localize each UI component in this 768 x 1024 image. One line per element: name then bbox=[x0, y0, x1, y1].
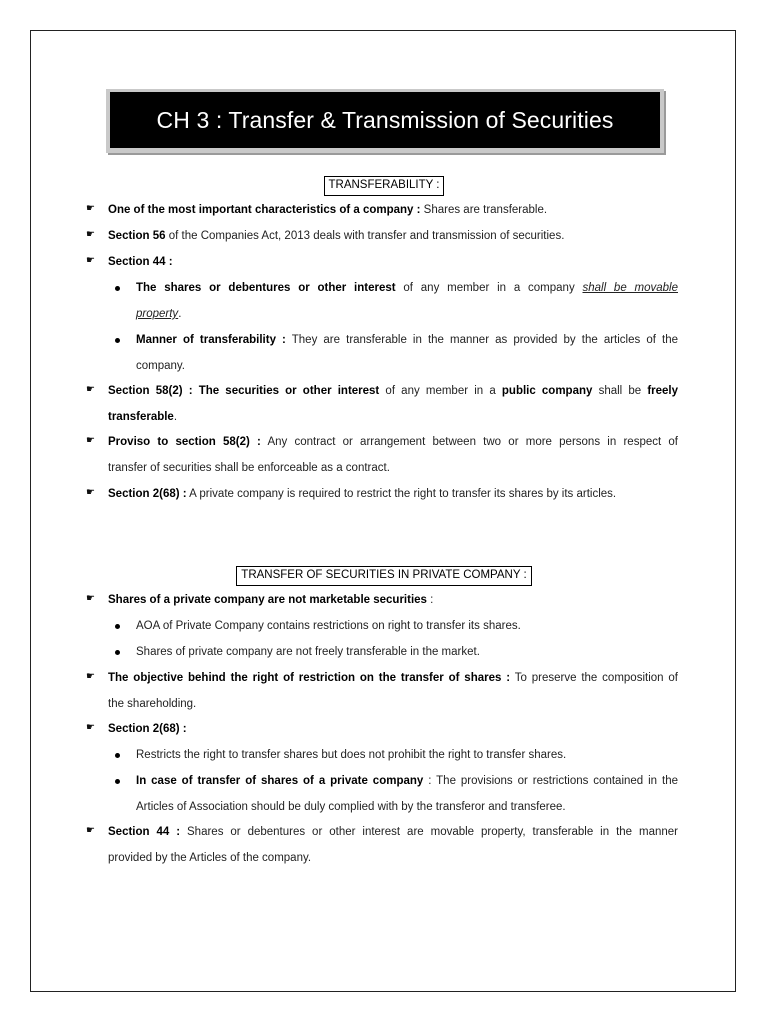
page-title: CH 3 : Transfer & Transmission of Securities bbox=[110, 92, 660, 148]
paragraph-cont: the shareholding. bbox=[108, 698, 197, 710]
bullet-icon bbox=[115, 624, 120, 629]
paragraph: Proviso to section 58(2) : Any contract or arrangement between two or more persons in respect of bbox=[108, 436, 678, 448]
bullet-icon bbox=[115, 338, 120, 343]
pointing-hand-icon: ☛ bbox=[86, 203, 95, 214]
paragraph: The objective behind the right of restriction on the transfer of shares : To preserve the composition of bbox=[108, 672, 678, 684]
bullet-icon bbox=[115, 286, 120, 291]
paragraph: Shares of a private company are not marketable securities : bbox=[108, 594, 434, 606]
paragraph-cont: transferable. bbox=[108, 411, 178, 423]
sub-paragraph-cont: company. bbox=[136, 360, 186, 372]
list-item: AOA of Private Company contains restrictions on right to transfer its shares. bbox=[136, 620, 521, 632]
pointing-hand-icon: ☛ bbox=[86, 593, 95, 604]
list-item: Restricts the right to transfer shares but does not prohibit the right to transfer shares. bbox=[136, 749, 567, 761]
pointing-hand-icon: ☛ bbox=[86, 229, 95, 240]
paragraph: Section 44 : bbox=[108, 256, 173, 268]
pointing-hand-icon: ☛ bbox=[86, 487, 95, 498]
sub-paragraph: Manner of transferability : They are transferable in the manner as provided by the articles of the bbox=[136, 334, 678, 346]
paragraph-cont: provided by the Articles of the company. bbox=[108, 852, 312, 864]
pointing-hand-icon: ☛ bbox=[86, 825, 95, 836]
sub-paragraph-cont: property. bbox=[136, 308, 182, 320]
list-item: In case of transfer of shares of a private company : The provisions or restrictions contained in the bbox=[136, 775, 678, 787]
paragraph: One of the most important characteristics of a company : Shares are transferable. bbox=[108, 204, 548, 216]
paragraph: Section 2(68) : A private company is required to restrict the right to transfer its shares by its articles. bbox=[108, 488, 617, 500]
paragraph: Section 58(2) : The securities or other interest of any member in a public company shall be freely bbox=[108, 385, 679, 397]
list-item-cont: Articles of Association should be duly complied with by the transferor and transferee. bbox=[136, 801, 566, 813]
paragraph: Section 2(68) : bbox=[108, 723, 187, 735]
list-item: Shares of private company are not freely transferable in the market. bbox=[136, 646, 480, 658]
pointing-hand-icon: ☛ bbox=[86, 384, 95, 395]
section-heading-text: TRANSFERABILITY : bbox=[324, 176, 445, 196]
pointing-hand-icon: ☛ bbox=[86, 722, 95, 733]
section-heading-text: TRANSFER OF SECURITIES IN PRIVATE COMPANY : bbox=[236, 566, 531, 586]
paragraph: Section 56 of the Companies Act, 2013 deals with transfer and transmission of securities. bbox=[108, 230, 565, 242]
bullet-icon bbox=[115, 753, 120, 758]
paragraph: Section 44 : Shares or debentures or other interest are movable property, transferable in the manner bbox=[108, 826, 678, 838]
title-banner bbox=[106, 89, 664, 153]
pointing-hand-icon: ☛ bbox=[86, 671, 95, 682]
section-heading-private-company bbox=[0, 565, 768, 586]
pointing-hand-icon: ☛ bbox=[86, 435, 95, 446]
paragraph-cont: transfer of securities shall be enforceable as a contract. bbox=[108, 462, 390, 474]
bullet-icon bbox=[115, 650, 120, 655]
section-heading-transferability bbox=[0, 175, 768, 196]
bullet-icon bbox=[115, 779, 120, 784]
pointing-hand-icon: ☛ bbox=[86, 255, 95, 266]
sub-paragraph: The shares or debentures or other interest of any member in a company shall be movable bbox=[136, 282, 678, 294]
